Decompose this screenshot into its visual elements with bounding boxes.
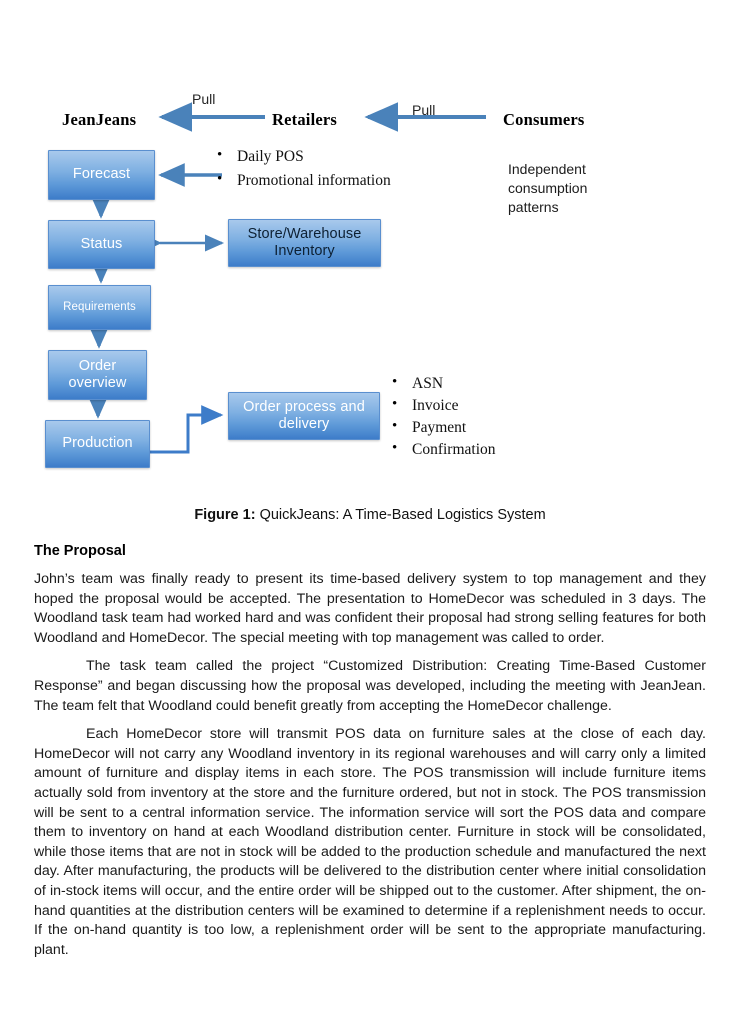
body-paragraph-2: The task team called the project “Customized Distribution: Creating Time-Based Customer Response” and began discussing how the proposal was developed, including the meeting with JeanJean. The team felt that Woodland could benefit greatly from accepting the HomeDecor challenge.	[34, 658, 706, 714]
flow-box-store-warehouse-inventory-label: Store/Warehouse Inventory	[247, 225, 362, 259]
flow-box-order-process-delivery-label: Order process and delivery	[243, 398, 365, 432]
flow-box-order-overview-label: Order overview	[68, 357, 127, 391]
document-bullet-list	[390, 375, 496, 463]
figure-caption-text: QuickJeans: A Time-Based Logistics System	[255, 507, 546, 523]
flow-box-status	[48, 220, 155, 269]
flow-box-production	[45, 420, 150, 468]
chain-label-consumers: Consumers	[503, 110, 585, 129]
chain-label-retailers: Retailers	[272, 110, 338, 129]
pos-bullet-item: • Daily POS	[215, 148, 391, 166]
document-bullet-item: • Payment	[390, 419, 496, 437]
section-heading-the-proposal: The Proposal	[34, 543, 126, 559]
body-paragraph-1: John’s team was finally ready to present its time-based delivery system to top management and they hoped the proposal would be accepted. The presentation to HomeDecor was scheduled in 3 days. The Woodland task team had worked hard and was confident their proposal had strong selling features for both Woodland and HomeDecor. The special meeting with top management was called to order.	[34, 571, 706, 646]
chain-label-jeanjeans: JeanJeans	[62, 110, 137, 129]
independent-consumption-note: Independent consumption patterns	[508, 161, 588, 215]
document-bullet-item: • Confirmation	[390, 441, 496, 459]
flow-box-requirements	[48, 285, 151, 330]
connector-production-to-order-process	[150, 415, 221, 452]
figure-caption-prefix: Figure 1:	[194, 507, 256, 523]
flow-box-store-warehouse-inventory	[228, 219, 381, 267]
flow-box-production-label: Production	[62, 435, 133, 452]
document-bullet-item: • ASN	[390, 375, 496, 393]
pos-bullet-list	[215, 148, 391, 196]
figure-1-diagram	[0, 0, 740, 500]
flow-box-status-label: Status	[80, 235, 123, 252]
flow-box-order-overview	[48, 350, 147, 400]
pull-label-1: Pull	[192, 91, 216, 107]
flow-box-forecast-label: Forecast	[72, 166, 131, 183]
body-paragraph-3: Each HomeDecor store will transmit POS data on furniture sales at the close of each day. HomeDecor will not carry any Woodland inventory in its regional warehouses and will carry only a limited amount of furniture and display items in each store. The POS transmission will include furniture items actually sold from inventory at the store and the furniture ordered, but not in stock. The POS transmission will be sent to a central information service. The information service will sort the POS data and compare them to inventory on hand at each Woodland distribution center. Furniture in stock will be consolidated, while those items that are not in stock will be added to the production schedule and manufactured the next day. After manufacturing, the products will be delivered to the distribution center where initial consolidation of in-stock items will occur, and the entire order will be shipped out to the customer. After shipment, the on-hand quantities at the distribution centers will be examined to determine if a replenishment needs to occur. If the on-hand quantity is too low, a replenishment order will be sent to the appropriate manufacturing. plant.	[34, 726, 706, 958]
flow-box-forecast	[48, 150, 155, 200]
flow-box-requirements-label: Requirements	[63, 300, 136, 313]
body-text-column	[34, 570, 706, 960]
figure-caption	[0, 507, 740, 523]
flow-box-order-process-delivery	[228, 392, 380, 440]
pull-label-2: Pull	[412, 102, 436, 118]
pos-bullet-item: • Promotional information	[215, 172, 391, 190]
document-bullet-item: • Invoice	[390, 397, 496, 415]
